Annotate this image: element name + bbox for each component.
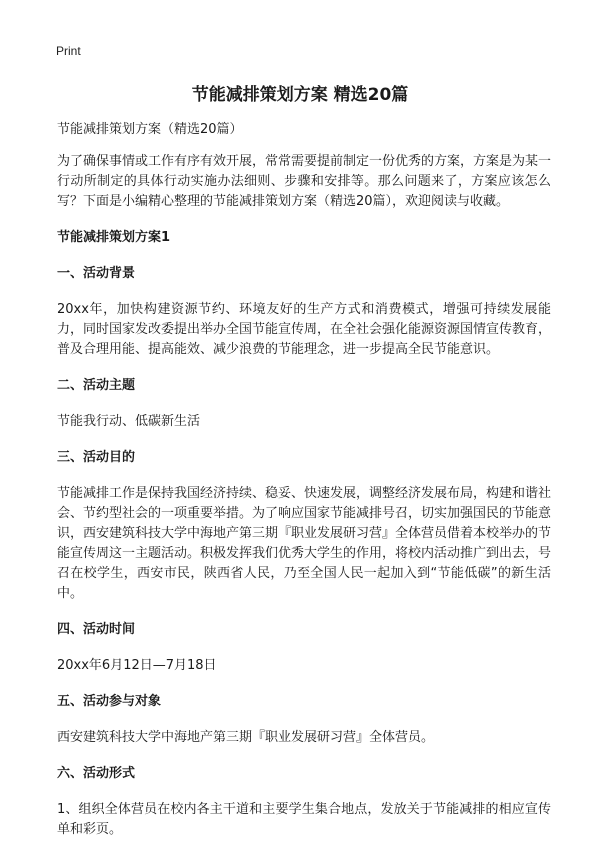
paragraph-format: 1、组织全体营员在校内各主干道和主要学生集合地点，发放关于节能减排的相应宣传单和彩页。: [57, 802, 551, 837]
paragraph-background: 20xx年，加快构建资源节约、环境友好的生产方式和消费模式，增强可持续发展能力，同时国家发改委提出举办全国节能宣传周，在全社会强化能源资源国情宣传教育，普及合理用能、提高能效、减少浪费的节能理念，进一步提高全民节能意识。: [57, 302, 552, 357]
paragraph-time: 20xx年6月12日—7月18日: [57, 658, 217, 673]
intro-paragraph: 为了确保事情或工作有序有效开展，常常需要提前制定一份优秀的方案，方案是为某一行动所制定的具体行动实施办法细则、步骤和安排等。那么问题来了，方案应该怎么写？下面是小编精心整理的节能减排策划方案（精选20篇），欢迎阅读与收藏。: [57, 154, 552, 209]
section-title: 节能减排策划方案1: [57, 230, 171, 245]
heading-background: 一、活动背景: [57, 266, 136, 281]
heading-participants: 五、活动参与对象: [57, 694, 162, 709]
document-body: [57, 120, 551, 856]
heading-time: 四、活动时间: [57, 622, 136, 637]
heading-format: 六、活动形式: [57, 766, 136, 781]
document-subtitle: 节能减排策划方案（精选20篇）: [57, 122, 243, 137]
heading-purpose: 三、活动目的: [57, 450, 136, 465]
paragraph-participants: 西安建筑科技大学中海地产第三期『职业发展研习营』全体营员。: [57, 730, 435, 745]
heading-theme: 二、活动主题: [57, 378, 136, 393]
paragraph-purpose: 节能减排工作是保持我国经济持续、稳妥、快速发展，调整经济发展布局，构建和谐社会、节约型社会的一项重要举措。为了响应国家节能减排号召，切实加强国民的节能意识，西安建筑科技大学中海地产第三期『职业发展研习营』全体营员借着本校举办的节能宣传周这一主题活动。积极发挥我们优秀大学生的作用，将校内活动推广到出去，号召在校学生，西安市民，陕西省人民，乃至全国人民一起加入到“节能低碳”的新生活中。: [57, 486, 552, 601]
document-title: 节能减排策划方案 精选20篇: [191, 85, 409, 105]
print-link[interactable]: Print: [56, 44, 81, 58]
paragraph-theme: 节能我行动、低碳新生活: [57, 414, 201, 429]
